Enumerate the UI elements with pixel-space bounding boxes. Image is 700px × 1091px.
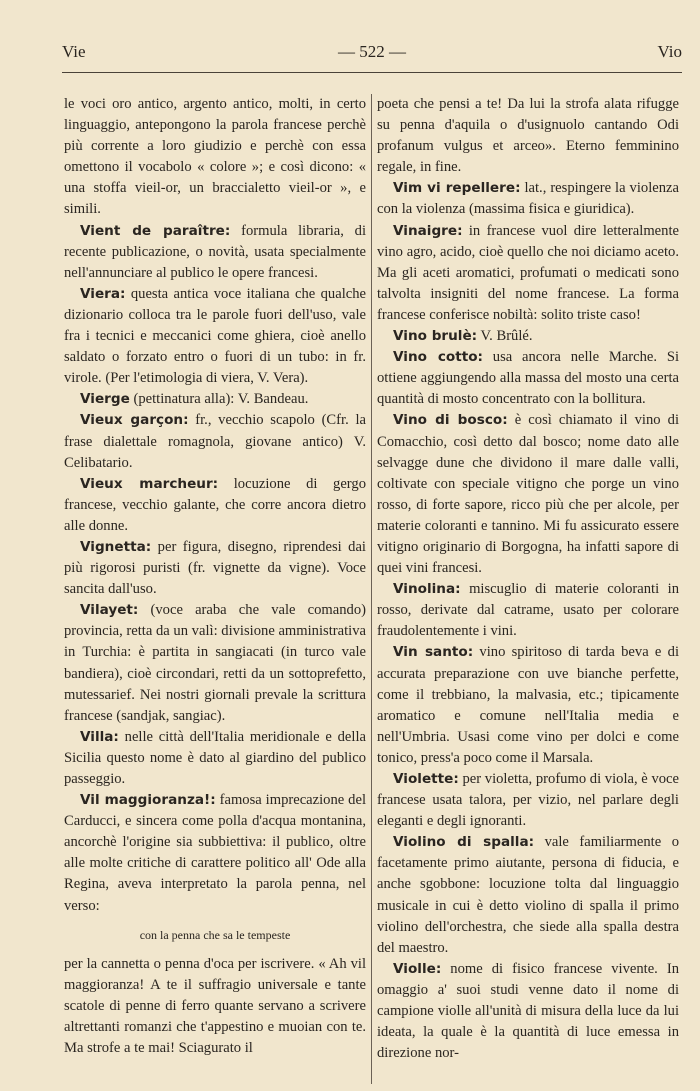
entry-continuation: poeta che pensi a te! Da lui la strofa alata rifugge su penna d'aquila o d'usignuolo cantando Odi profanum vulgus et arceo». Eterno femminino regale, in fine.: [377, 96, 679, 176]
definition: nelle città dell'Italia meridionale e della Sicilia questo nome è dato al giardino del publico passeggio.: [64, 728, 366, 787]
header-rule: [62, 72, 682, 73]
entry-violle: [377, 959, 679, 1064]
headword: Vil maggioranza!:: [80, 792, 216, 809]
definition: in francese vuol dire letteralmente vino agro, acido, cioè quello che noi diciamo aceto. Ma gli aceti aromatici, profumati o medicati sono talvolta insigniti del nome francese. La forma francese conferisce nobiltà: solito triste caso!: [377, 222, 679, 323]
headword: Violle:: [393, 960, 442, 977]
headword: Vieux garçon:: [80, 412, 189, 429]
headword: Viera:: [80, 285, 126, 302]
headword: Vino di bosco:: [393, 412, 508, 429]
headword: Vieux marcheur:: [80, 475, 219, 492]
definition: vale familiarmente o facetamente primo aiutante, persona di fiducia, e anche sgobbone: locuzione tolta dal linguaggio musicale in cui è detto violino di spalla il primo violino dell'orchestra, che siede alla spalla destra del maestro.: [377, 834, 679, 956]
entry-vino-cotto: [377, 347, 679, 410]
definition: miscuglio di materie coloranti in rosso, derivate dal catrame, usato per colorare fraudolentemente i vini.: [377, 581, 679, 640]
headword: Vino cotto:: [393, 349, 483, 366]
definition: famosa imprecazione del Carducci, e sincera come polla d'acqua montanina, ancorchè l'origine sia subbiettiva: il publico, oltre alle molte critiche di carattere politico all' Ode alla Regina, aveva interpretato la parola penna, nel verso:: [64, 792, 366, 914]
headword: Villa:: [80, 728, 119, 745]
definition: per figura, disegno, riprendesi dai più rigorosi puristi (fr. vignette da vigne). Voce sancita dall'uso.: [64, 538, 366, 598]
entry-vino-brule: [377, 326, 679, 347]
page-header: [62, 42, 682, 68]
entry-villa: [64, 727, 366, 790]
entry-vil-maggioranza: [64, 790, 366, 917]
definition: nome di fisico francese vivente. In omaggio a' suoi studi venne dato il nome di campione violle all'unità di misura della luce da lui ideata, la quale è la quantità di luce emessa in direzione nor-: [377, 960, 679, 1062]
right-column: [377, 94, 679, 1064]
definition: per violetta, profumo di viola, è voce francese usata talora, per vizio, nel parlare degli eleganti e degli ignoranti.: [377, 771, 679, 830]
headword: Vinaigre:: [393, 222, 463, 239]
entry-vignetta: [64, 537, 366, 600]
headword: Vino brulè:: [393, 328, 478, 345]
entry-vierge: [64, 389, 366, 410]
column-divider: [371, 94, 372, 1084]
entry-viera: [64, 284, 366, 389]
entry-violette: [377, 769, 679, 832]
entry-vino-di-bosco: [377, 410, 679, 579]
left-column: [64, 94, 366, 1059]
definition: questa antica voce italiana che qualche dizionario colloca tra le parole fuori dell'uso, vale fra i tecnici e meccanici come ghiera, cioè anello saldato o forzato entro o fuori di un tubo: in fr. virole. (Per l'etimologia di viera, V. Vera).: [64, 285, 366, 387]
headword: Vignetta:: [80, 538, 152, 555]
header-left-guideword: Vie: [62, 42, 86, 61]
definition: usa ancora nelle Marche. Si ottiene aggiungendo alla massa del mosto una certa quantità di mosto concentrato con la bollitura.: [377, 349, 680, 408]
headword: Vierge: [80, 391, 130, 408]
definition: fr., vecchio scapolo (Cfr. la frase dialettale romagnola, giovane antico) V. Celibatario.: [64, 412, 366, 471]
headword: Vim vi repellere:: [393, 180, 521, 197]
headword: Vient de paraître:: [80, 222, 231, 239]
entry-violino-di-spalla: [377, 832, 679, 959]
entry-vim-vi-repellere: [377, 178, 679, 220]
definition: locuzione di gergo francese, vecchio galante, che corre ancora dietro alle donne.: [64, 475, 366, 534]
definition: formula libraria, di recente publicazione, o novità, usata specialmente nell'annunciare al publico le opere francesi.: [64, 222, 366, 281]
entry-continuation-2: per la cannetta o penna d'oca per iscrivere. « Ah vil maggioranza! A te il suffragio universale e tante scatole di penne di ferro quante servano a scrivere altrettanti romanzi che t'appestino e muoian con te. Ma strofe a te mai! Sciagurato il: [64, 955, 366, 1057]
headword: Vinolina:: [393, 581, 461, 598]
page-number: — 522 —: [338, 42, 406, 61]
headword: Violette:: [393, 771, 459, 787]
definition: vino spiritoso di tarda beva e di accurata preparazione con uve bianche perfette, come il trebbiano, la malvasia, etc.; tipicamente aromatico e comune nell'Italia media e nell'Umbria. Usasi come vino per dolci e come tonico, press'a poco come il Marsala.: [377, 644, 679, 766]
headword: Violino di spalla:: [393, 834, 535, 851]
entry-vinolina: [377, 579, 679, 642]
entry-vient-de-paraitre: [64, 221, 366, 284]
definition: (pettinatura alla): V. Bandeau.: [129, 391, 309, 408]
entry-vieux-marcheur: [64, 474, 366, 537]
entry-vilayet: [64, 600, 366, 727]
header-right-guideword: Vio: [657, 42, 682, 61]
entry-vinaigre: [377, 221, 679, 326]
entry-continuation: le voci oro antico, argento antico, molti, in certo linguaggio, antepongono la parola francese perchè più corrente a loro giudizio e perchè con essa omettono il vocabolo « colore »; e così dicono: « una stoffa vieil-or, un braccialetto vieil-or », e simili.: [64, 96, 366, 218]
verse-quote: con la penna che sa le tempeste: [139, 927, 291, 942]
headword: Vin santo:: [393, 644, 474, 661]
definition: V. Brûlé.: [477, 328, 533, 345]
entry-vin-santo: [377, 642, 679, 769]
definition: lat., respingere la violenza con la violenza (massima fisica e giuridica).: [377, 180, 679, 218]
definition: (voce araba che vale comando) provincia, retta da un valì: divisione amministrativa in Turchia: è partita in sangiacati (in turco vale bandiera), cioè circondari, retti da un sottoprefetto, mutessarief. Nei nostri giornali prevale la scrittura francese (sandjak, sangiac).: [64, 602, 366, 724]
entry-vieux-garcon: [64, 410, 366, 473]
definition: è così chiamato il vino di Comacchio, così detto dal bosco; nome dato alle selvagge dune che dividono il mare dalle valli, coltivate con speciale vitigno che porge un vino rosso, di forte sapore, ricco più che per alcole, per materie coloranti e tannino. Mi fu assicurato essere vitigno originario di Borgogna, ha infatti sapore di quei vini francesi.: [377, 412, 679, 577]
headword: Vilayet:: [80, 602, 139, 619]
